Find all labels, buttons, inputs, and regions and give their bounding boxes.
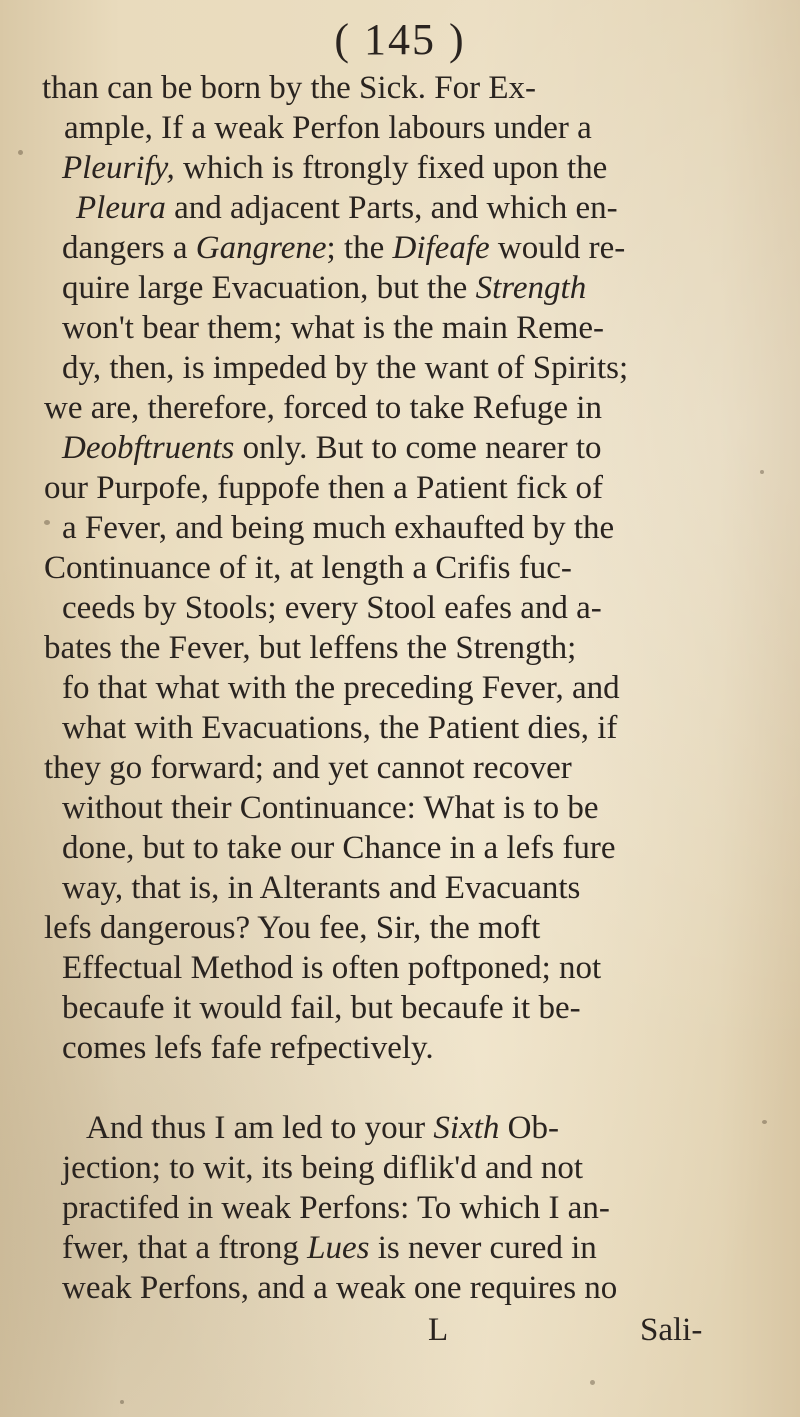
text-line [62,1268,617,1308]
line-text: what with Evacuations, the Patient dies, if [62,710,618,746]
text-line [62,948,601,988]
line-text: our Purpofe, fuppofe then a Patient fick of [44,470,604,506]
line-text: quire large Evacuation, but the [62,270,476,306]
text-line [62,148,607,188]
line-text: Continuance of it, at length a Crifis fuc- [44,550,572,586]
line-text: ample, If a weak Perfon labours under a [64,110,592,146]
line-text: done, but to take our Chance in a lefs fure [62,830,616,866]
line-text: only. But to come nearer to [234,430,602,466]
text-line [62,228,625,268]
text-line [86,1108,559,1148]
page-number-header: ( 145 ) [334,15,466,64]
line-text: practifed in weak Perfons: To which I an- [62,1190,610,1226]
text-line [44,908,540,948]
italic-term: Gangrene [195,230,327,266]
line-text: fwer, that a ftrong [62,1230,308,1266]
text-line [44,628,576,668]
line-text: which is ftrongly fixed upon the [174,150,608,186]
text-line [44,748,572,788]
line-text: dangers a [62,230,196,266]
text-line [62,668,620,708]
text-line [62,788,598,828]
text-line [44,468,603,508]
line-text: than can be born by the Sick. For Ex- [42,70,536,106]
italic-term: Lues [307,1230,370,1266]
text-line [62,1148,583,1188]
line-text: and adjacent Parts, and which en- [165,190,618,226]
paper-speck [590,1380,595,1385]
line-text: bates the Fever, but leffens the Strength; [44,630,577,666]
signature-mark: L [428,1312,449,1348]
line-text: lefs dangerous? You fee, Sir, the moft [44,910,541,946]
text-line [62,868,580,908]
text-line [62,348,628,388]
line-text: won't bear them; what is the main Reme- [62,310,605,346]
text-line [44,548,572,588]
paper-speck [44,520,50,525]
line-text: is never cured in [369,1230,597,1266]
paper-speck [18,150,23,155]
catchword: Sali- [640,1312,703,1348]
paper-speck [762,1120,767,1124]
text-line [42,68,536,108]
text-line [62,308,604,348]
text-line [62,708,617,748]
line-text: would re- [489,230,626,266]
text-line [62,1228,597,1268]
text-line [62,1028,434,1068]
text-line [44,388,602,428]
paper-speck [760,470,764,474]
line-text: weak Perfons, and a weak one requires no [62,1270,618,1306]
text-line [62,268,586,308]
text-line [62,508,614,548]
italic-term: Sixth [433,1110,500,1146]
line-text: And thus I am led to your [86,1110,434,1146]
line-text: comes lefs fafe refpectively. [62,1030,434,1066]
text-line [62,828,615,868]
line-text: a Fever, and being much exhaufted by the [62,510,615,546]
line-text: dy, then, is impeded by the want of Spirits; [62,350,629,386]
italic-term: Strength [475,270,587,306]
paper-speck [120,1400,124,1404]
line-text: becaufe it would fail, but becaufe it be- [62,990,581,1026]
text-line [62,1188,610,1228]
line-text: Ob- [499,1110,559,1146]
line-text: Effectual Method is often poftponed; not [62,950,602,986]
line-text: way, that is, in Alterants and Evacuants [62,870,581,906]
line-text: jection; to wit, its being diflik'd and not [62,1150,584,1186]
line-text: ; the [326,230,393,266]
italic-term: Pleurify, [62,150,175,186]
line-text: we are, therefore, forced to take Refuge in [44,390,602,426]
text-line [62,988,581,1028]
line-text: without their Continuance: What is to be [62,790,599,826]
text-line [64,108,592,148]
text-line [62,428,602,468]
line-text: they go forward; and yet cannot recover [44,750,572,786]
line-text: ceeds by Stools; every Stool eafes and a- [62,590,602,626]
italic-term: Pleura [76,190,166,226]
italic-term: Difeafe [392,230,490,266]
text-line [62,588,602,628]
italic-term: Deobftruents [62,430,235,466]
line-text: fo that what with the preceding Fever, and [62,670,620,706]
text-line [76,188,618,228]
